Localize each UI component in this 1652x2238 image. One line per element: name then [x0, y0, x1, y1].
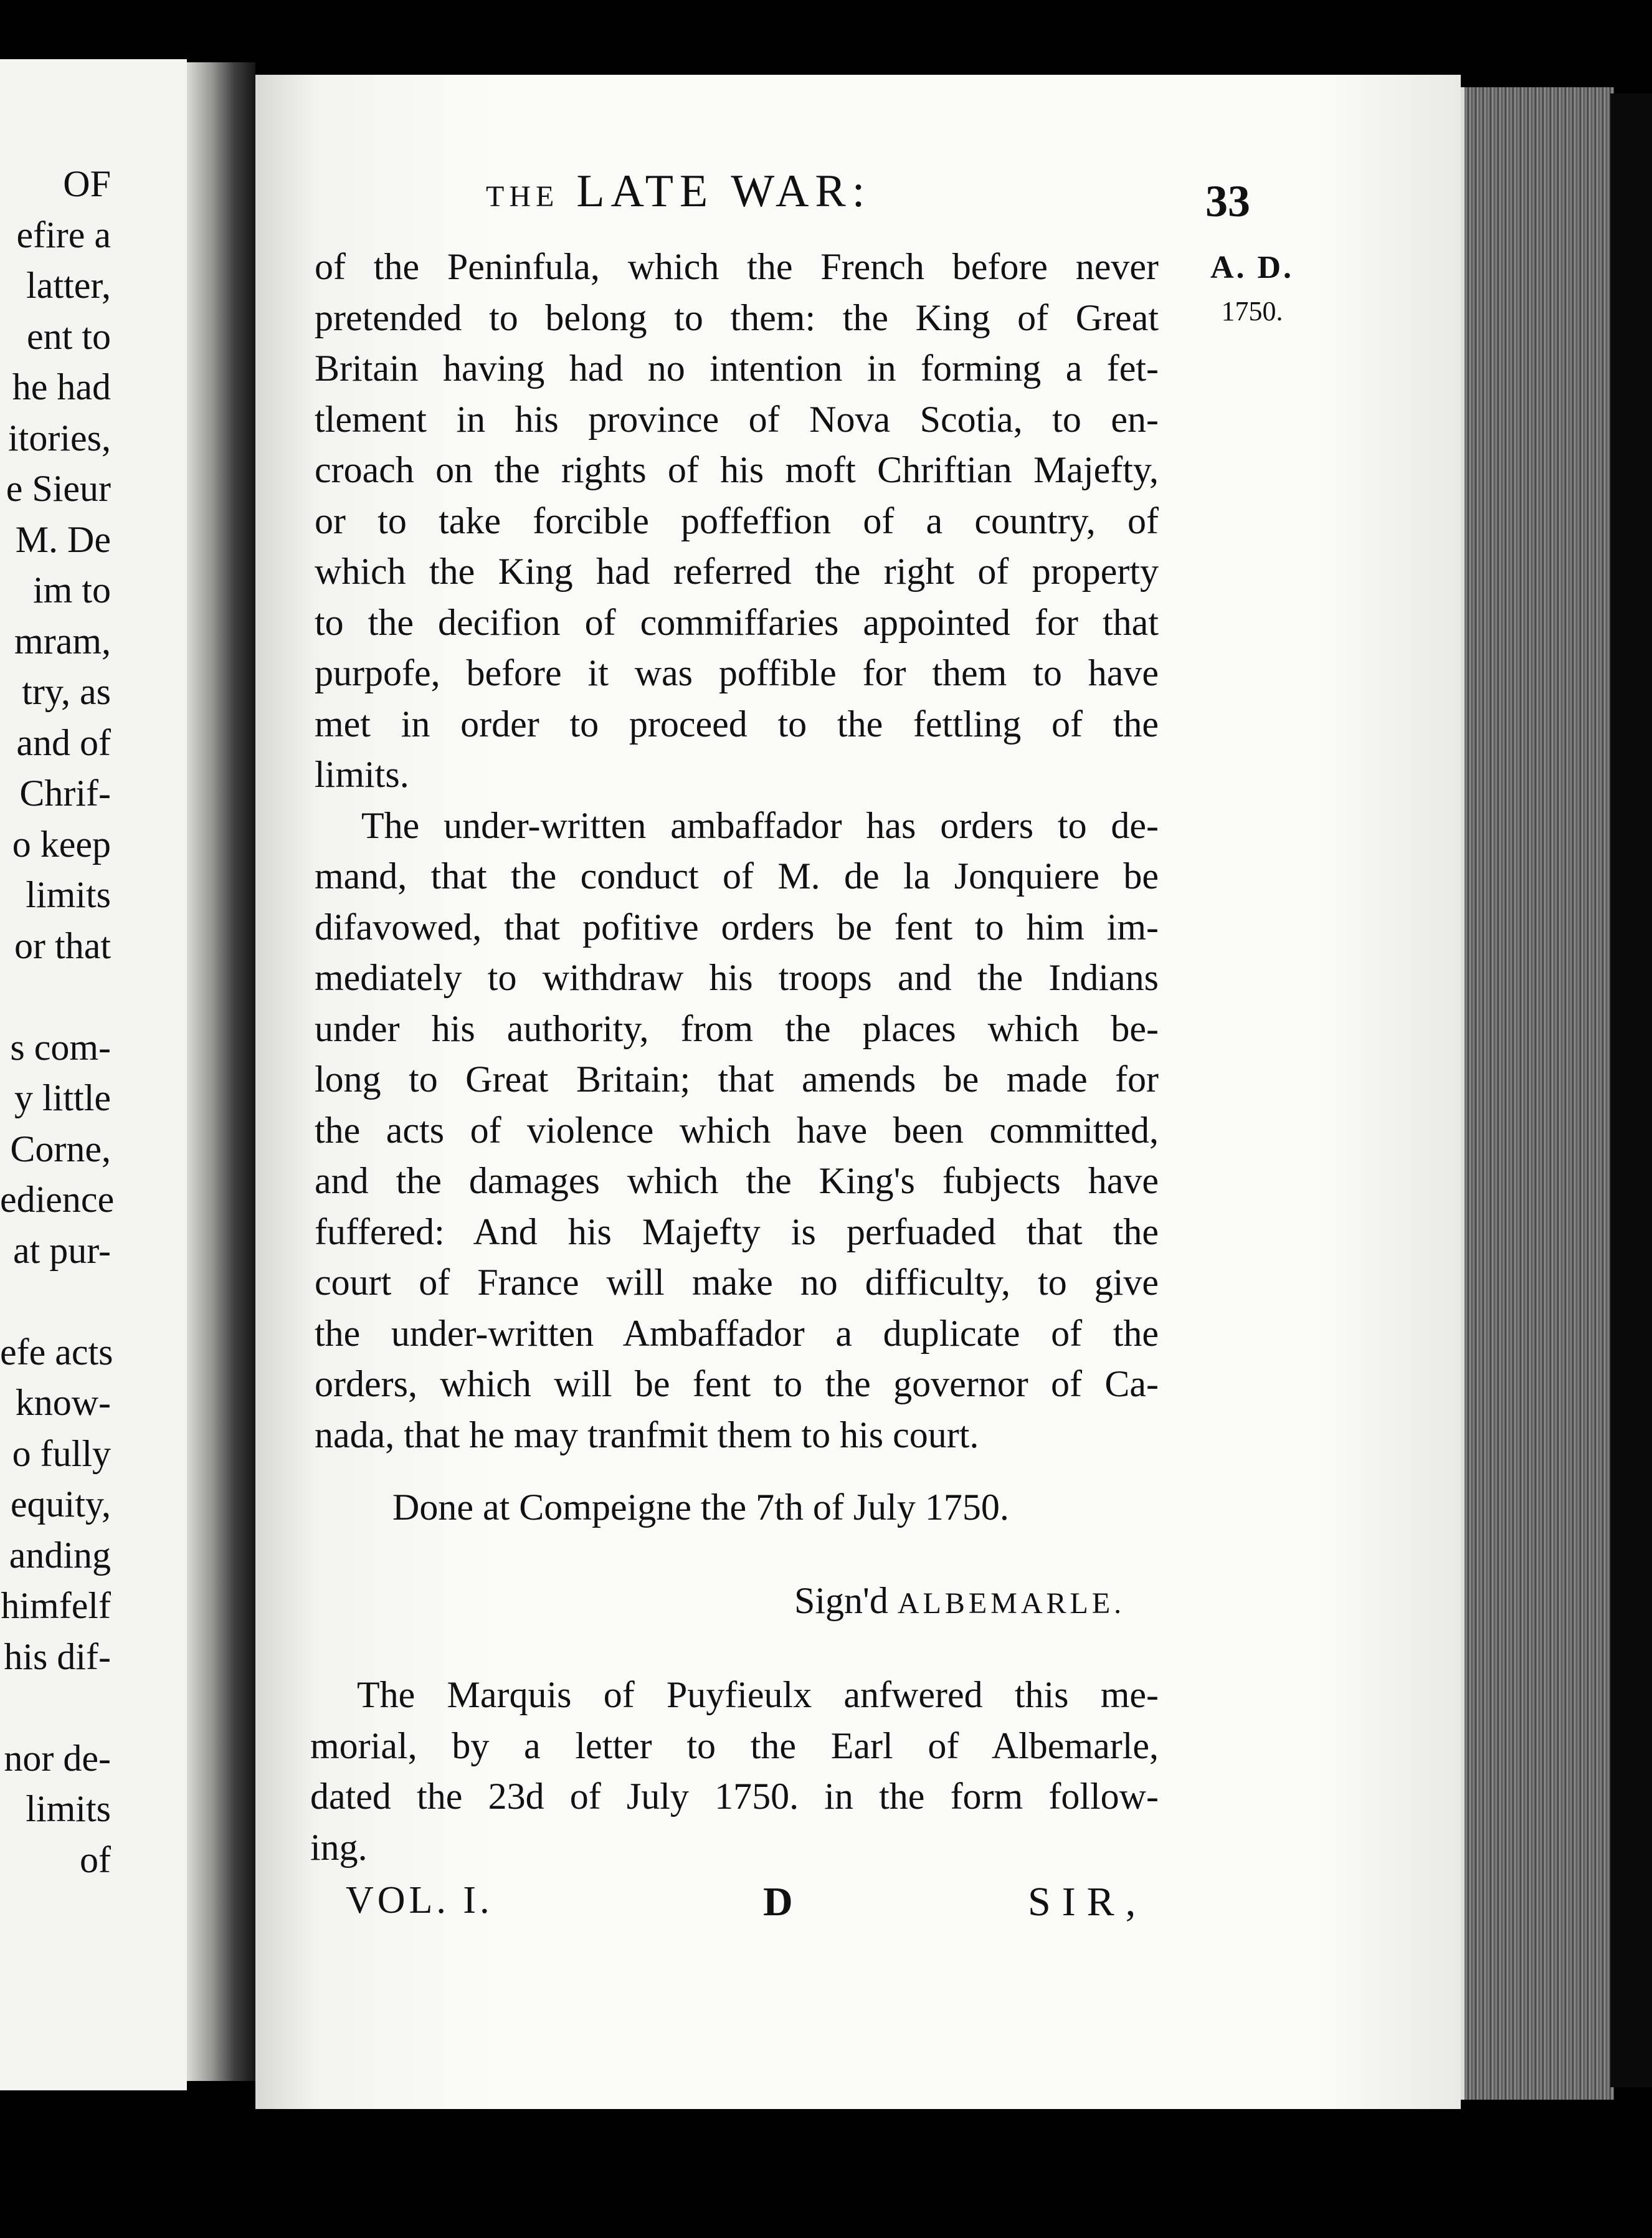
- left-page-line: anding: [9, 1534, 111, 1576]
- left-page-line: nor de-: [4, 1737, 111, 1779]
- left-page-line: at pur-: [12, 1229, 111, 1271]
- margin-note: [1202, 246, 1302, 333]
- left-page-line: o keep: [12, 823, 111, 865]
- margin-note-ad: A. D.: [1210, 250, 1294, 285]
- left-page-line: equity,: [10, 1483, 111, 1525]
- page-number: 33: [1205, 176, 1250, 226]
- signature-mark: D: [763, 1879, 793, 1925]
- left-page-line: [0, 971, 187, 1022]
- left-page-line: [0, 1682, 187, 1733]
- text-line: to the decifion of commiffaries appointed for that: [315, 601, 1159, 643]
- text-line: or to take forcible poffeffion of a country, of: [315, 500, 1159, 541]
- background-edge: [1610, 93, 1652, 2087]
- text-line: croach on the rights of his moft Chriftian Majefty,: [315, 449, 1159, 490]
- text-line: The under-written ambaffador has orders to de-: [361, 804, 1159, 846]
- left-page-line: edience: [0, 1179, 115, 1220]
- left-page-line: mram,: [14, 620, 111, 662]
- left-page-line: his dif-: [4, 1636, 111, 1677]
- left-page-line: ent to: [27, 315, 111, 357]
- text-line: pretended to belong to them: the King of Great: [315, 297, 1159, 338]
- left-page-line: y little: [14, 1077, 111, 1118]
- text-line: long to Great Britain; that amends be made for: [315, 1059, 1159, 1100]
- left-page-line: Corne,: [10, 1128, 111, 1169]
- left-page-line: try, as: [22, 671, 111, 712]
- text-line: The Marquis of Puyfieulx anfwered this me-: [357, 1674, 1159, 1715]
- text-line: which the King had referred the right of property: [315, 551, 1159, 592]
- paragraph-1: [315, 242, 1159, 801]
- text-line: the acts of violence which have been committed,: [315, 1109, 1159, 1151]
- closing-line: Done at Compeigne the 7th of July 1750.: [392, 1487, 1009, 1528]
- text-line: difavowed, that pofitive orders be fent to him im-: [315, 906, 1159, 948]
- catchword: SIR,: [1028, 1879, 1147, 1925]
- left-page-line: efe acts: [0, 1331, 113, 1373]
- text-line: nada, that he may tranfmit them to his court.: [315, 1414, 979, 1455]
- signature-prefix: Sign'd: [794, 1580, 888, 1621]
- running-head-title: LATE WAR:: [576, 166, 871, 217]
- left-page-line: itories,: [8, 417, 111, 459]
- left-page-text: [0, 159, 187, 1885]
- left-page-line: Chrif-: [19, 773, 111, 814]
- left-page-line: s com-: [10, 1026, 111, 1068]
- signature-name: ALBEMARLE.: [897, 1587, 1126, 1620]
- text-line: Britain having had no intention in forming a fet-: [315, 348, 1159, 389]
- text-line: under his authority, from the places which be-: [315, 1007, 1159, 1049]
- text-line: morial, by a letter to the Earl of Albemarle,: [310, 1725, 1159, 1766]
- running-head-prefix: THE: [486, 180, 559, 213]
- left-page-line: limits: [26, 1788, 111, 1829]
- running-head: [486, 165, 871, 218]
- page-edges: [1461, 87, 1614, 2100]
- left-page-line: OF: [63, 163, 111, 204]
- left-page-line: limits: [26, 874, 111, 915]
- paragraph-3: [310, 1670, 1159, 1873]
- text-line: mand, that the conduct of M. de la Jonquiere be: [315, 855, 1159, 897]
- text-line: orders, which will be fent to the governor of Ca-: [315, 1363, 1159, 1404]
- margin-note-year: 1750.: [1221, 296, 1283, 326]
- left-page-line: latter,: [26, 265, 111, 306]
- text-line: of the Peninfula, which the French before never: [315, 246, 1159, 287]
- left-page-line: efire a: [16, 214, 111, 255]
- left-page-line: e Sieur: [6, 468, 111, 509]
- left-page-line: or that: [14, 925, 111, 966]
- left-page-line: and of: [16, 721, 111, 763]
- left-page-line: he had: [12, 366, 111, 407]
- left-page-line: M. De: [15, 518, 111, 560]
- left-page-line: [0, 1276, 187, 1327]
- text-line: the under-written Ambaffador a duplicate of the: [315, 1312, 1159, 1354]
- body-text: [315, 242, 1159, 1460]
- signature: [794, 1579, 1125, 1622]
- text-line: and the damages which the King's fubjects have: [315, 1160, 1159, 1201]
- text-line: limits.: [315, 754, 409, 795]
- paragraph-2: [315, 801, 1159, 1461]
- text-line: ing.: [310, 1826, 368, 1868]
- left-page: [0, 59, 187, 2090]
- text-line: dated the 23d of July 1750. in the form follow-: [310, 1776, 1159, 1817]
- text-line: tlement in his province of Nova Scotia, to en-: [315, 398, 1159, 440]
- closing-paragraph: [310, 1670, 1159, 1873]
- left-page-line: himfelf: [1, 1585, 111, 1626]
- left-page-line: know-: [15, 1382, 111, 1423]
- volume-mark: VOL. I.: [346, 1879, 493, 1921]
- left-page-line: o fully: [12, 1432, 111, 1474]
- book-gutter: [187, 62, 255, 2081]
- text-line: fuffered: And his Majefty is perfuaded that the: [315, 1211, 1159, 1252]
- left-page-line: im to: [32, 569, 111, 611]
- text-line: court of France will make no difficulty, to give: [315, 1262, 1159, 1303]
- text-line: purpofe, before it was poffible for them to have: [315, 652, 1159, 693]
- left-page-line: of: [80, 1839, 111, 1880]
- text-line: met in order to proceed to the fettling of the: [315, 703, 1159, 745]
- text-line: mediately to withdraw his troops and the Indians: [315, 957, 1159, 998]
